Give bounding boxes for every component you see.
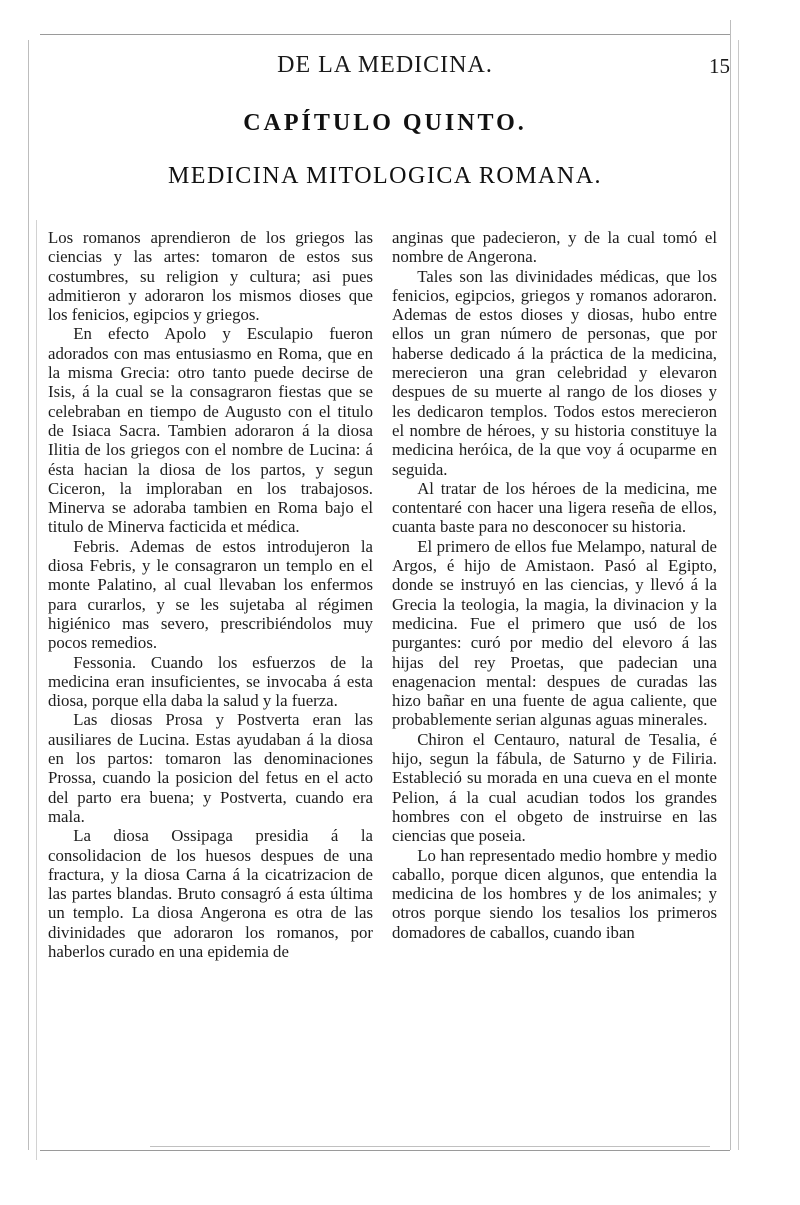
running-head xyxy=(40,52,730,82)
right-column xyxy=(392,228,717,942)
paragraph: Chiron el Centauro, natural de Tesalia, é hijo, segun la fábula, de Saturno y de Filiria. Estableció su morada en una cueva en el monte Pelion, á la cual acudian todos los grandes hombres con el obgeto de instruirse en las ciencias que poseia. xyxy=(392,729,717,846)
running-title: DE LA MEDICINA. xyxy=(277,52,493,78)
paragraph: Lo han representado medio hombre y medio caballo, porque dicen algunos, que entendia la medicina de los hombres y de los animales; y otros porque siendo los tesalios los primeros domadores de caballos, cuando iban xyxy=(392,845,717,942)
paragraph: Al tratar de los héroes de la medicina, me contentaré con hacer una ligera reseña de ellos, cuanta baste para no desconocer su historia. xyxy=(392,478,717,537)
page-edge-line xyxy=(738,40,739,1150)
bottom-rule xyxy=(150,1146,710,1147)
paragraph: Fessonia. Cuando los esfuerzos de la medicina eran insuficientes, se invocaba á esta diosa, porque ella daba la salud y la fuerza. xyxy=(48,652,373,711)
paragraph: La diosa Ossipaga presidia á la consolidacion de los huesos despues de una fractura, y la diosa Carna á la cicatrizacion de las partes blandas. Bruto consagró á esta última un templo. La diosa Angerona es otra de las divinidades que adoraron los romanos, por haberlos curado en una epidemia de xyxy=(48,826,373,961)
paragraph: Los romanos aprendieron de los griegos las ciencias y las artes: tomaron de estos sus costumbres, su religion y cultura; asi pues admitieron y adoraron los mismos dioses que los fenicios, egipcios y griegos. xyxy=(48,228,373,325)
top-rule xyxy=(40,34,730,35)
paragraph: anginas que padecieron, y de la cual tomó el nombre de Angerona. xyxy=(392,228,717,267)
paragraph: Tales son las divinidades médicas, que los fenicios, egipcios, griegos y romanos adoraron. Ademas de estos dioses y diosas, hubo entre ellos un gran número de personas, que por haberse dedicado á la práctica de la medicina, merecieron una gran celebridad y elevaron despues de su muerte al rango de los dioses y les dedicaron templos. Todos estos merecieron el nombre de héroes, y su historia constituye la medicina heróica, de la que voy á ocuparme en seguida. xyxy=(392,266,717,479)
page-edge-line xyxy=(730,20,731,1150)
paragraph: Febris. Ademas de estos introdujeron la diosa Febris, y le consagraron un templo en el monte Palatino, al cual llevaban los enfermos para curarlos, y se les sujetaba al régimen higiénico mas severo, prescribiéndolos muy pocos remedios. xyxy=(48,536,373,653)
left-column xyxy=(48,228,373,961)
paragraph: En efecto Apolo y Esculapio fueron adorados con mas entusiasmo en Roma, que en la misma Grecia: otro tanto puede decirse de Isis, á la cual se la consagraron fiestas que se celebraban en tiempo de Augusto con el titulo de Isiaca Sacra. Tambien adoraron á la diosa Ilitia de los griegos con el nombre de Lucina: á ésta hacian la diosa de los partos, y segun Ciceron, la imploraban en los trabajosos. Minerva se adoraba tambien en Roma bajo el titulo de Minerva facticida et médica. xyxy=(48,324,373,537)
page-edge-line xyxy=(36,220,37,1160)
chapter-heading: CAPÍTULO QUINTO. xyxy=(243,110,527,136)
bottom-rule xyxy=(40,1150,730,1151)
paragraph: Las diosas Prosa y Postverta eran las ausiliares de Lucina. Estas ayudaban á la diosa en los partos: tomaron las denominaciones Prossa, cuando la posicion del fetus en el acto del parto era buena; y Postverta, cuando era mala. xyxy=(48,710,373,826)
paragraph: El primero de ellos fue Melampo, natural de Argos, é hijo de Amistaon. Pasó al Egipto, donde se instruyó en las ciencias, y llevó á la Grecia la teologia, la magia, la divinacion y la medicina. Fue el primero que usó de los purgantes: curó por medio del elevoro á las hijas del rey Proetas, que padecian una enagenacion mental: despues de curadas las hizo bañar en una fuente de agua caliente, que probablemente serian algunas aguas minerales. xyxy=(392,536,717,730)
page-number: 15 xyxy=(709,54,730,78)
section-title: MEDICINA MITOLOGICA ROMANA. xyxy=(167,163,603,189)
page-edge-line xyxy=(28,40,29,1150)
